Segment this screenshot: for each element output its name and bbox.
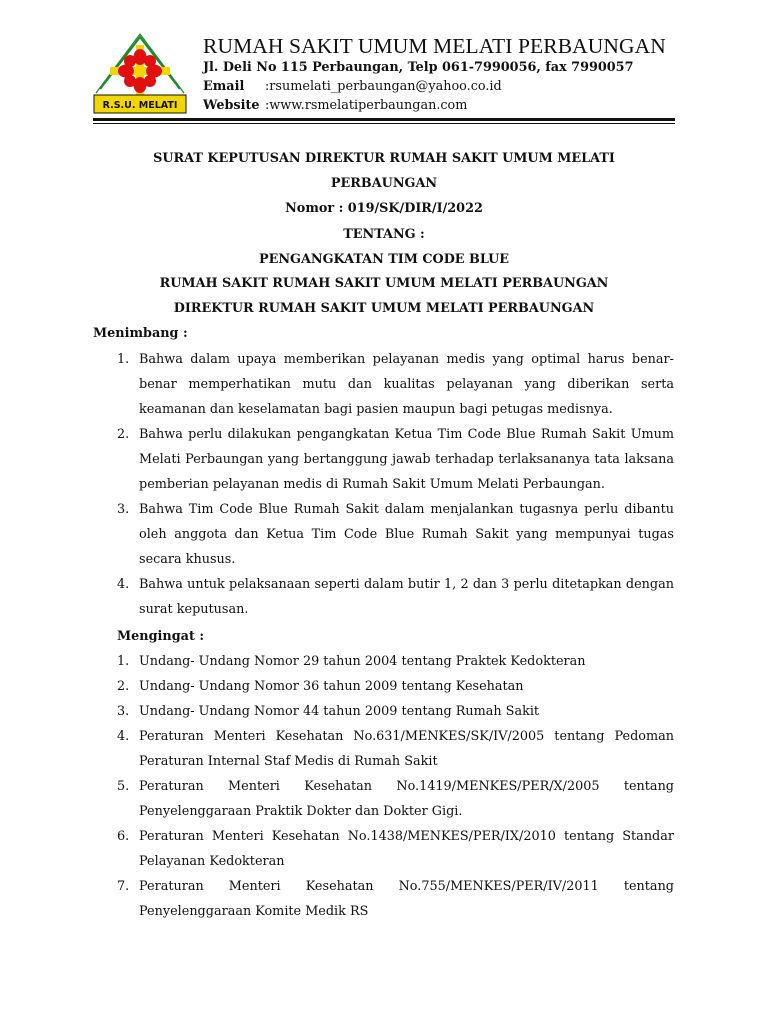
list-item-text: Peraturan Menteri Kesehatan No.631/MENKES/SK/IV/2005 tentang Pedoman Peraturan Internal Staf Medis di Rumah Sakit [139, 729, 674, 769]
email-value: :rsumelati_perbaungan@yahoo.co.id [265, 79, 502, 94]
mengingat-item [117, 699, 674, 724]
menimbang-list [117, 347, 674, 622]
decree-number: Nomor : 019/SK/DIR/I/2022 [285, 201, 483, 216]
menimbang-item [117, 347, 674, 422]
menimbang-heading: Menimbang : [93, 326, 188, 341]
menimbang-item [117, 422, 674, 497]
list-item-number: 7. [117, 879, 130, 894]
list-item-text: Undang- Undang Nomor 29 tahun 2004 tentang Praktek Kedokteran [139, 654, 586, 669]
mengingat-item [117, 874, 674, 924]
hospital-logo-icon [92, 33, 188, 115]
list-item-number: 4. [117, 577, 130, 592]
list-item-number: 1. [117, 352, 130, 367]
mengingat-item [117, 649, 674, 674]
list-item-text: Bahwa Tim Code Blue Rumah Sakit dalam menjalankan tugasnya perlu dibantu oleh anggota dan Ketua Tim Code Blue Rumah Sakit yang mempunyai tugas secara khusus. [139, 502, 674, 567]
mengingat-item [117, 674, 674, 699]
website-value: :www.rsmelatiperbaungan.com [265, 98, 468, 113]
list-item-text: Peraturan Menteri Kesehatan No.1438/MENKES/PER/IX/2010 tentang Standar Pelayanan Kedokteran [139, 829, 674, 869]
mengingat-item [117, 824, 674, 874]
mengingat-heading: Mengingat : [117, 629, 205, 644]
mengingat-list [117, 649, 674, 924]
list-item-number: 3. [117, 704, 130, 719]
list-item-text: Peraturan Menteri Kesehatan No.755/MENKES/PER/IV/2011 tentang Penyelenggaraan Komite Medik RS [139, 879, 674, 919]
header-rule-thin [93, 123, 675, 124]
list-item-number: 4. [117, 729, 130, 744]
list-item-text: Bahwa dalam upaya memberikan pelayanan medis yang optimal harus benar-benar memperhatikan mutu dan kualitas pelayanan yang diberikan serta keamanan dan keselamatan bagi pasien maupun bagi petugas medisnya. [139, 352, 674, 417]
title-line-1: SURAT KEPUTUSAN DIREKTUR RUMAH SAKIT UMUM MELATI [153, 151, 615, 166]
list-item-text: Undang- Undang Nomor 36 tahun 2009 tentang Kesehatan [139, 679, 524, 694]
list-item-text: Undang- Undang Nomor 44 tahun 2009 tentang Rumah Sakit [139, 704, 540, 719]
list-item-number: 5. [117, 779, 130, 794]
website-row [203, 98, 467, 113]
list-item-text: Peraturan Menteri Kesehatan No.1419/MENKES/PER/X/2005 tentang Penyelenggaraan Praktik Dokter dan Dokter Gigi. [139, 779, 674, 819]
email-label: Email [203, 79, 245, 94]
list-item-text: Bahwa perlu dilakukan pengangkatan Ketua Tim Code Blue Rumah Sakit Umum Melati Perbaungan yang bertanggung jawab terhadap terlaksananya tata laksana pemberian pelayanan medis di Rumah Sakit Umum Melati Perbaungan. [139, 427, 674, 492]
about-label: TENTANG : [343, 227, 425, 242]
list-item-number: 6. [117, 829, 130, 844]
hospital-address: Jl. Deli No 115 Perbaungan, Telp 061-7990056, fax 7990057 [203, 60, 634, 75]
logo-plate-text: R.S.U. MELATI [102, 100, 178, 111]
mengingat-item [117, 724, 674, 774]
menimbang-item [117, 572, 674, 622]
list-item-text: Bahwa untuk pelaksanaan seperti dalam butir 1, 2 dan 3 perlu ditetapkan dengan surat keputusan. [139, 577, 674, 617]
decree-subject: PENGANGKATAN TIM CODE BLUE [258, 252, 510, 267]
list-item-number: 1. [117, 654, 130, 669]
email-row [203, 79, 502, 94]
hospital-name: RUMAH SAKIT UMUM MELATI PERBAUNGAN [203, 34, 666, 58]
title-line-2: PERBAUNGAN [330, 176, 438, 191]
list-item-number: 2. [117, 679, 130, 694]
hospital-line: RUMAH SAKIT RUMAH SAKIT UMUM MELATI PERBAUNGAN [159, 276, 609, 291]
website-label: Website [203, 98, 260, 113]
header-rule-thick [93, 118, 675, 121]
menimbang-item [117, 497, 674, 572]
mengingat-item [117, 774, 674, 824]
list-item-number: 3. [117, 502, 130, 517]
list-item-number: 2. [117, 427, 130, 442]
director-line: DIREKTUR RUMAH SAKIT UMUM MELATI PERBAUNGAN [173, 301, 595, 316]
